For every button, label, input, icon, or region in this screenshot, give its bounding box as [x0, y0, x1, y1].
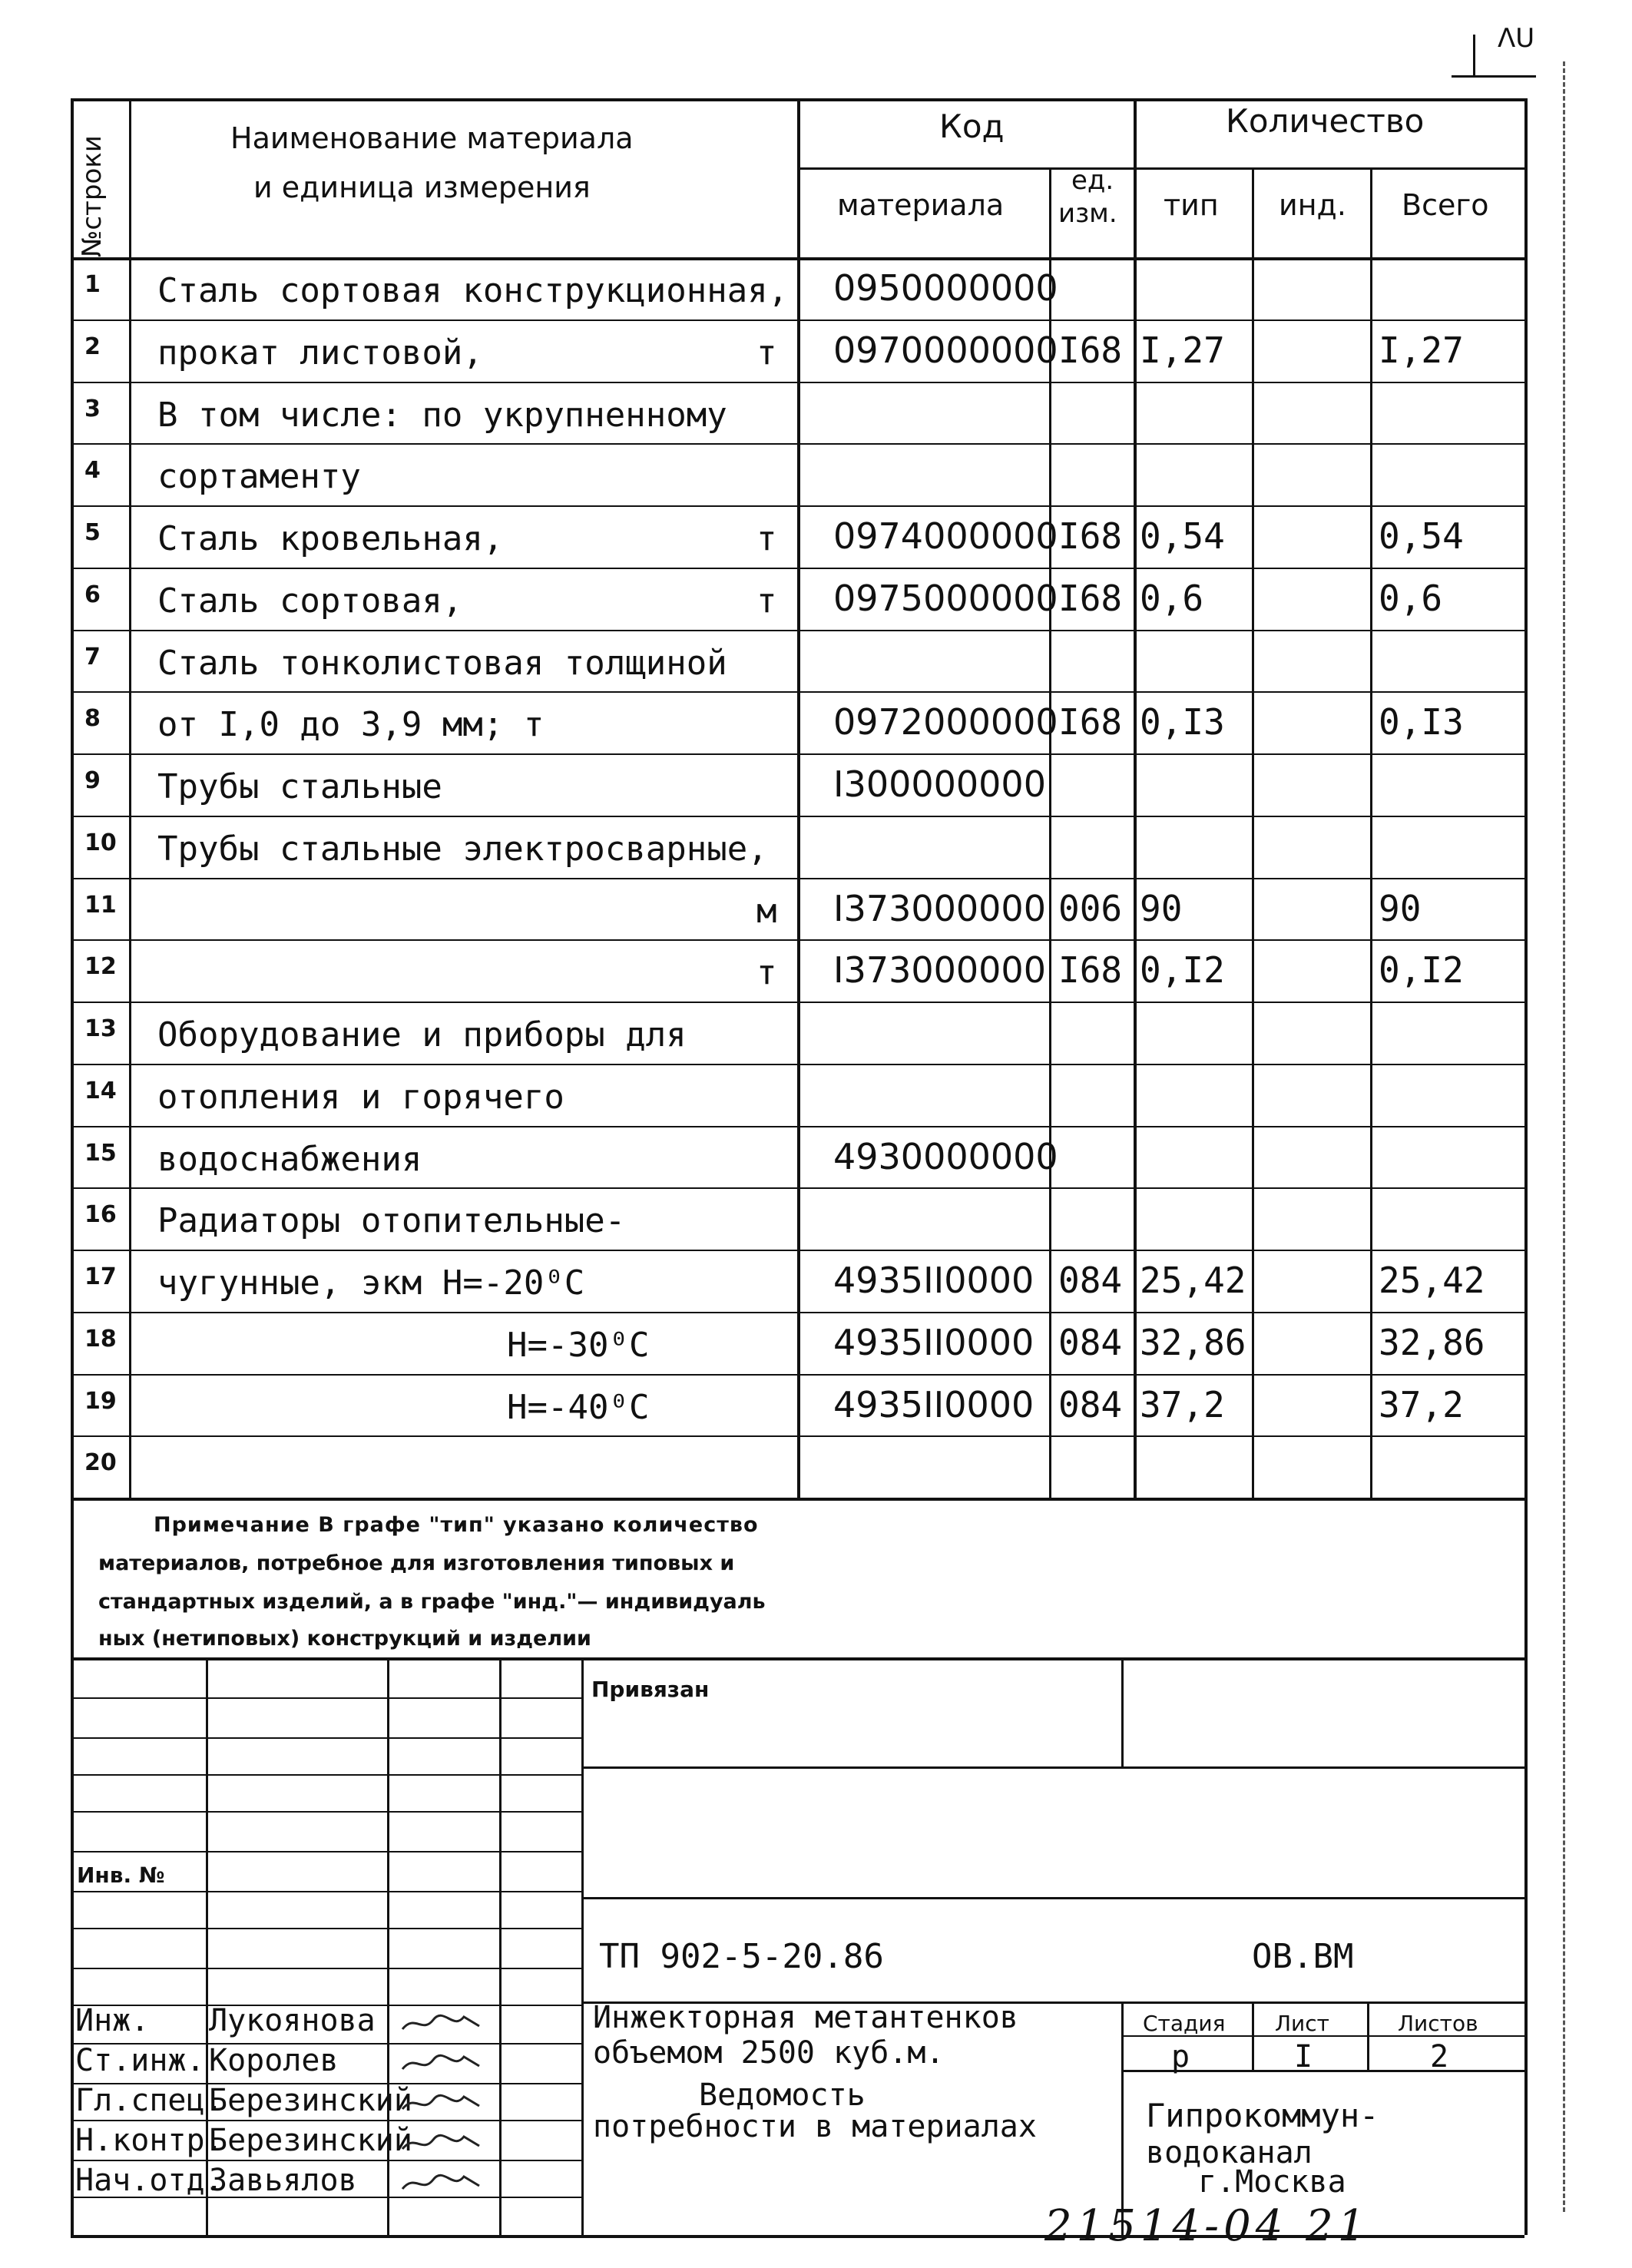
cell-total: 25,42 — [1379, 1260, 1485, 1301]
cell-suffix: т — [756, 333, 777, 372]
cell-n: 13 — [84, 1015, 117, 1042]
grid-line — [71, 1774, 581, 1776]
grid-line — [71, 1498, 1524, 1501]
cell-total: 0,I2 — [1379, 949, 1464, 992]
cell-typ: I,27 — [1140, 329, 1225, 371]
cell-n: 16 — [84, 1201, 117, 1229]
grid-line — [71, 1374, 1524, 1376]
cell-n: 7 — [84, 643, 101, 670]
cell-n: 12 — [84, 953, 117, 981]
grid-line — [71, 1737, 581, 1739]
header-ind: инд. — [1279, 188, 1346, 222]
signature-role: Инж. — [75, 2003, 150, 2038]
cell-suffix: т — [756, 581, 777, 621]
grid-line — [797, 98, 800, 1498]
signature-role: Нач.отд. — [75, 2163, 223, 2198]
inv-no-label: Инв. № — [77, 1862, 165, 1888]
cell-n: 19 — [84, 1387, 117, 1415]
note-line-2: материалов, потребное для изготовления типовых и — [98, 1551, 735, 1575]
grid-line — [71, 1657, 74, 2235]
note-line-1: Примечание В графе "тип" указано количество — [154, 1513, 759, 1537]
cell-code: 0974000000 — [833, 515, 1058, 557]
header-row-no: №строки — [77, 135, 108, 257]
header-material: материала — [837, 188, 1005, 222]
grid-line — [129, 98, 131, 1498]
cell-n: 9 — [84, 767, 101, 794]
cell-name: Радиаторы отопительные- — [157, 1201, 626, 1241]
cell-unit: I68 — [1058, 329, 1123, 371]
sheets-value: 2 — [1430, 2039, 1449, 2074]
cell-name: В том числе: по укрупненному — [157, 395, 727, 435]
grid-line — [581, 1766, 1524, 1769]
signature-scribble — [399, 2131, 484, 2155]
cell-n: 5 — [84, 519, 101, 546]
corner-tick — [1473, 35, 1475, 77]
cell-total: I,27 — [1379, 329, 1464, 371]
cell-code: 0972000000 — [833, 701, 1058, 743]
grid-line — [71, 2160, 581, 2161]
corner-mark: ΛU — [1498, 23, 1535, 54]
cell-code: I373000000 — [833, 949, 1046, 992]
footer-handwritten: 21514-04 21 — [1044, 2201, 1370, 2251]
cell-n: 11 — [84, 891, 117, 919]
cell-code: 4935II0000 — [833, 1321, 1034, 1363]
cell-unit: 084 — [1058, 1321, 1123, 1363]
signature-name: Лукоянова — [209, 2003, 376, 2038]
title-line-3: Ведомость — [699, 2078, 866, 2113]
grid-line — [71, 1891, 581, 1892]
cell-n: 6 — [84, 581, 101, 608]
cell-total: 32,86 — [1379, 1321, 1485, 1363]
cell-typ: 37,2 — [1140, 1383, 1225, 1425]
org-line-3: г.Москва — [1198, 2164, 1346, 2200]
cell-n: 17 — [84, 1263, 117, 1290]
grid-line — [71, 1002, 1524, 1003]
grid-line — [581, 1657, 584, 2235]
grid-line — [71, 2120, 581, 2121]
grid-line — [71, 98, 74, 1498]
cell-typ: 32,86 — [1140, 1321, 1246, 1363]
signature-name: Королев — [209, 2043, 339, 2078]
signature-scribble — [399, 2051, 484, 2075]
cell-typ: 0,6 — [1140, 577, 1204, 619]
cell-name: Сталь сортовая, — [157, 581, 463, 621]
header-code: Код — [939, 108, 1005, 145]
cell-unit: 084 — [1058, 1260, 1123, 1301]
signature-role: Ст.инж. — [75, 2043, 205, 2078]
cell-code: 0950000000 — [833, 267, 1058, 309]
cell-code: 4935II0000 — [833, 1260, 1034, 1301]
cell-name: H=-40⁰C — [507, 1387, 650, 1427]
cell-unit: I68 — [1058, 949, 1123, 992]
cell-unit: I68 — [1058, 515, 1123, 557]
signature-name: Завьялов — [209, 2163, 357, 2198]
cell-total: 90 — [1379, 887, 1422, 929]
grid-line — [1121, 1657, 1124, 1766]
cell-name: Трубы стальные электросварные, — [157, 829, 768, 869]
cell-code: I373000000 — [833, 887, 1046, 929]
cell-n: 18 — [84, 1325, 117, 1353]
cell-typ: 0,I3 — [1140, 701, 1225, 743]
cell-name: Сталь кровельная, — [157, 519, 504, 558]
cell-typ: 25,42 — [1140, 1260, 1246, 1301]
cell-name: Сталь тонколистовая толщиной — [157, 643, 727, 683]
grid-line — [71, 1657, 581, 1660]
cell-n: 10 — [84, 829, 117, 856]
cell-suffix: т — [756, 953, 777, 993]
signature-scribble — [399, 2170, 484, 2195]
grid-line — [71, 1811, 581, 1813]
signature-scribble — [399, 2011, 484, 2035]
cell-name: прокат листовой, — [157, 333, 483, 372]
grid-line — [499, 1657, 502, 2235]
privyazan-label: Привязан — [591, 1677, 710, 1702]
header-quantity: Количество — [1226, 102, 1425, 140]
cell-n: 3 — [84, 395, 101, 422]
grid-line — [797, 167, 1524, 170]
signature-name: Березинский — [209, 2083, 412, 2118]
signature-scribble — [399, 2091, 484, 2115]
header-unit-1: ед. — [1071, 165, 1114, 196]
cell-name: от I,0 до 3,9 мм; т — [157, 705, 545, 745]
grid-line — [1524, 1498, 1528, 2235]
cell-n: 1 — [84, 271, 101, 298]
cell-total: 0,I3 — [1379, 701, 1464, 743]
signature-role: Н.контр. — [75, 2123, 223, 2158]
cell-name: сортаменту — [157, 457, 361, 497]
cut-line — [1563, 61, 1565, 2212]
title-line-2: объемом 2500 куб.м. — [593, 2035, 945, 2071]
cell-n: 2 — [84, 333, 101, 360]
cell-suffix: т — [756, 519, 777, 558]
cell-unit: I68 — [1058, 701, 1123, 743]
header-total: Всего — [1402, 188, 1489, 222]
cell-n: 4 — [84, 457, 101, 485]
cell-unit: 006 — [1058, 887, 1123, 929]
cell-n: 8 — [84, 705, 101, 733]
cell-code: 4935II0000 — [833, 1383, 1034, 1425]
cell-unit: 084 — [1058, 1383, 1123, 1425]
cell-total: 0,6 — [1379, 577, 1443, 619]
cell-name: водоснабжения — [157, 1139, 422, 1179]
stage-header: Стадия — [1143, 2011, 1226, 2036]
grid-line — [1524, 98, 1528, 1498]
cell-n: 20 — [84, 1449, 117, 1477]
signature-name: Березинский — [209, 2123, 412, 2158]
grid-line — [71, 1968, 581, 1969]
sheet-value: I — [1294, 2039, 1313, 2074]
cell-name: Оборудование и приборы для — [157, 1015, 687, 1055]
grid-line — [71, 939, 1524, 941]
grid-line — [1134, 98, 1137, 1498]
grid-line — [1370, 167, 1372, 1498]
cell-suffix: м — [756, 891, 777, 931]
cell-n: 14 — [84, 1077, 117, 1104]
cell-code: 0975000000 — [833, 577, 1058, 619]
section-code: ОВ.ВМ — [1252, 1937, 1354, 1976]
cell-total: 37,2 — [1379, 1383, 1464, 1425]
header-name-line1: Наименование материала — [230, 121, 634, 155]
org-line-2: водоканал — [1146, 2135, 1313, 2170]
cell-name: чугунные, экм H=-20⁰C — [157, 1263, 585, 1303]
cell-total: 0,54 — [1379, 515, 1464, 557]
grid-line — [71, 1435, 1524, 1437]
signature-role: Гл.спец. — [75, 2083, 223, 2118]
grid-line — [71, 1928, 581, 1929]
cell-typ: 0,I2 — [1140, 949, 1225, 992]
sheets-header: Листов — [1398, 2011, 1478, 2036]
cell-unit: I68 — [1058, 577, 1123, 619]
cell-code: I300000000 — [833, 763, 1046, 805]
header-name-line2: и единица измерения — [253, 171, 591, 204]
cell-name: отопления и горячего — [157, 1077, 564, 1117]
stage-value: р — [1171, 2039, 1190, 2074]
note-line-3: стандартных изделий, а в графе "инд."— индивидуаль — [98, 1590, 766, 1614]
corner-tick-h — [1452, 75, 1536, 78]
cell-name: H=-30⁰C — [507, 1325, 650, 1365]
grid-line — [1252, 167, 1254, 1498]
cell-name: Сталь сортовая конструкционная, — [157, 271, 789, 310]
sheet-header: Лист — [1275, 2011, 1329, 2036]
note-line-4: ных (нетиповых) конструкций и изделии — [98, 1627, 591, 1651]
doc-code: ТП 902-5-20.86 — [599, 1937, 884, 1976]
cell-typ: 90 — [1140, 887, 1183, 929]
org-line-1: Гипрокоммун- — [1146, 2097, 1379, 2134]
cell-name: Трубы стальные — [157, 767, 442, 806]
cell-code: 4930000000 — [833, 1135, 1058, 1177]
title-line-1: Инжекторная метантенков — [593, 2000, 1018, 2035]
grid-line — [581, 1897, 1524, 1899]
grid-line — [71, 1851, 581, 1852]
cell-typ: 0,54 — [1140, 515, 1225, 557]
grid-line — [71, 1697, 581, 1699]
header-typ: тип — [1164, 188, 1219, 222]
cell-n: 15 — [84, 1139, 117, 1167]
cell-code: 0970000000 — [833, 329, 1058, 371]
title-line-4: потребности в материалах — [593, 2109, 1037, 2144]
header-unit-2: изм. — [1058, 198, 1117, 229]
